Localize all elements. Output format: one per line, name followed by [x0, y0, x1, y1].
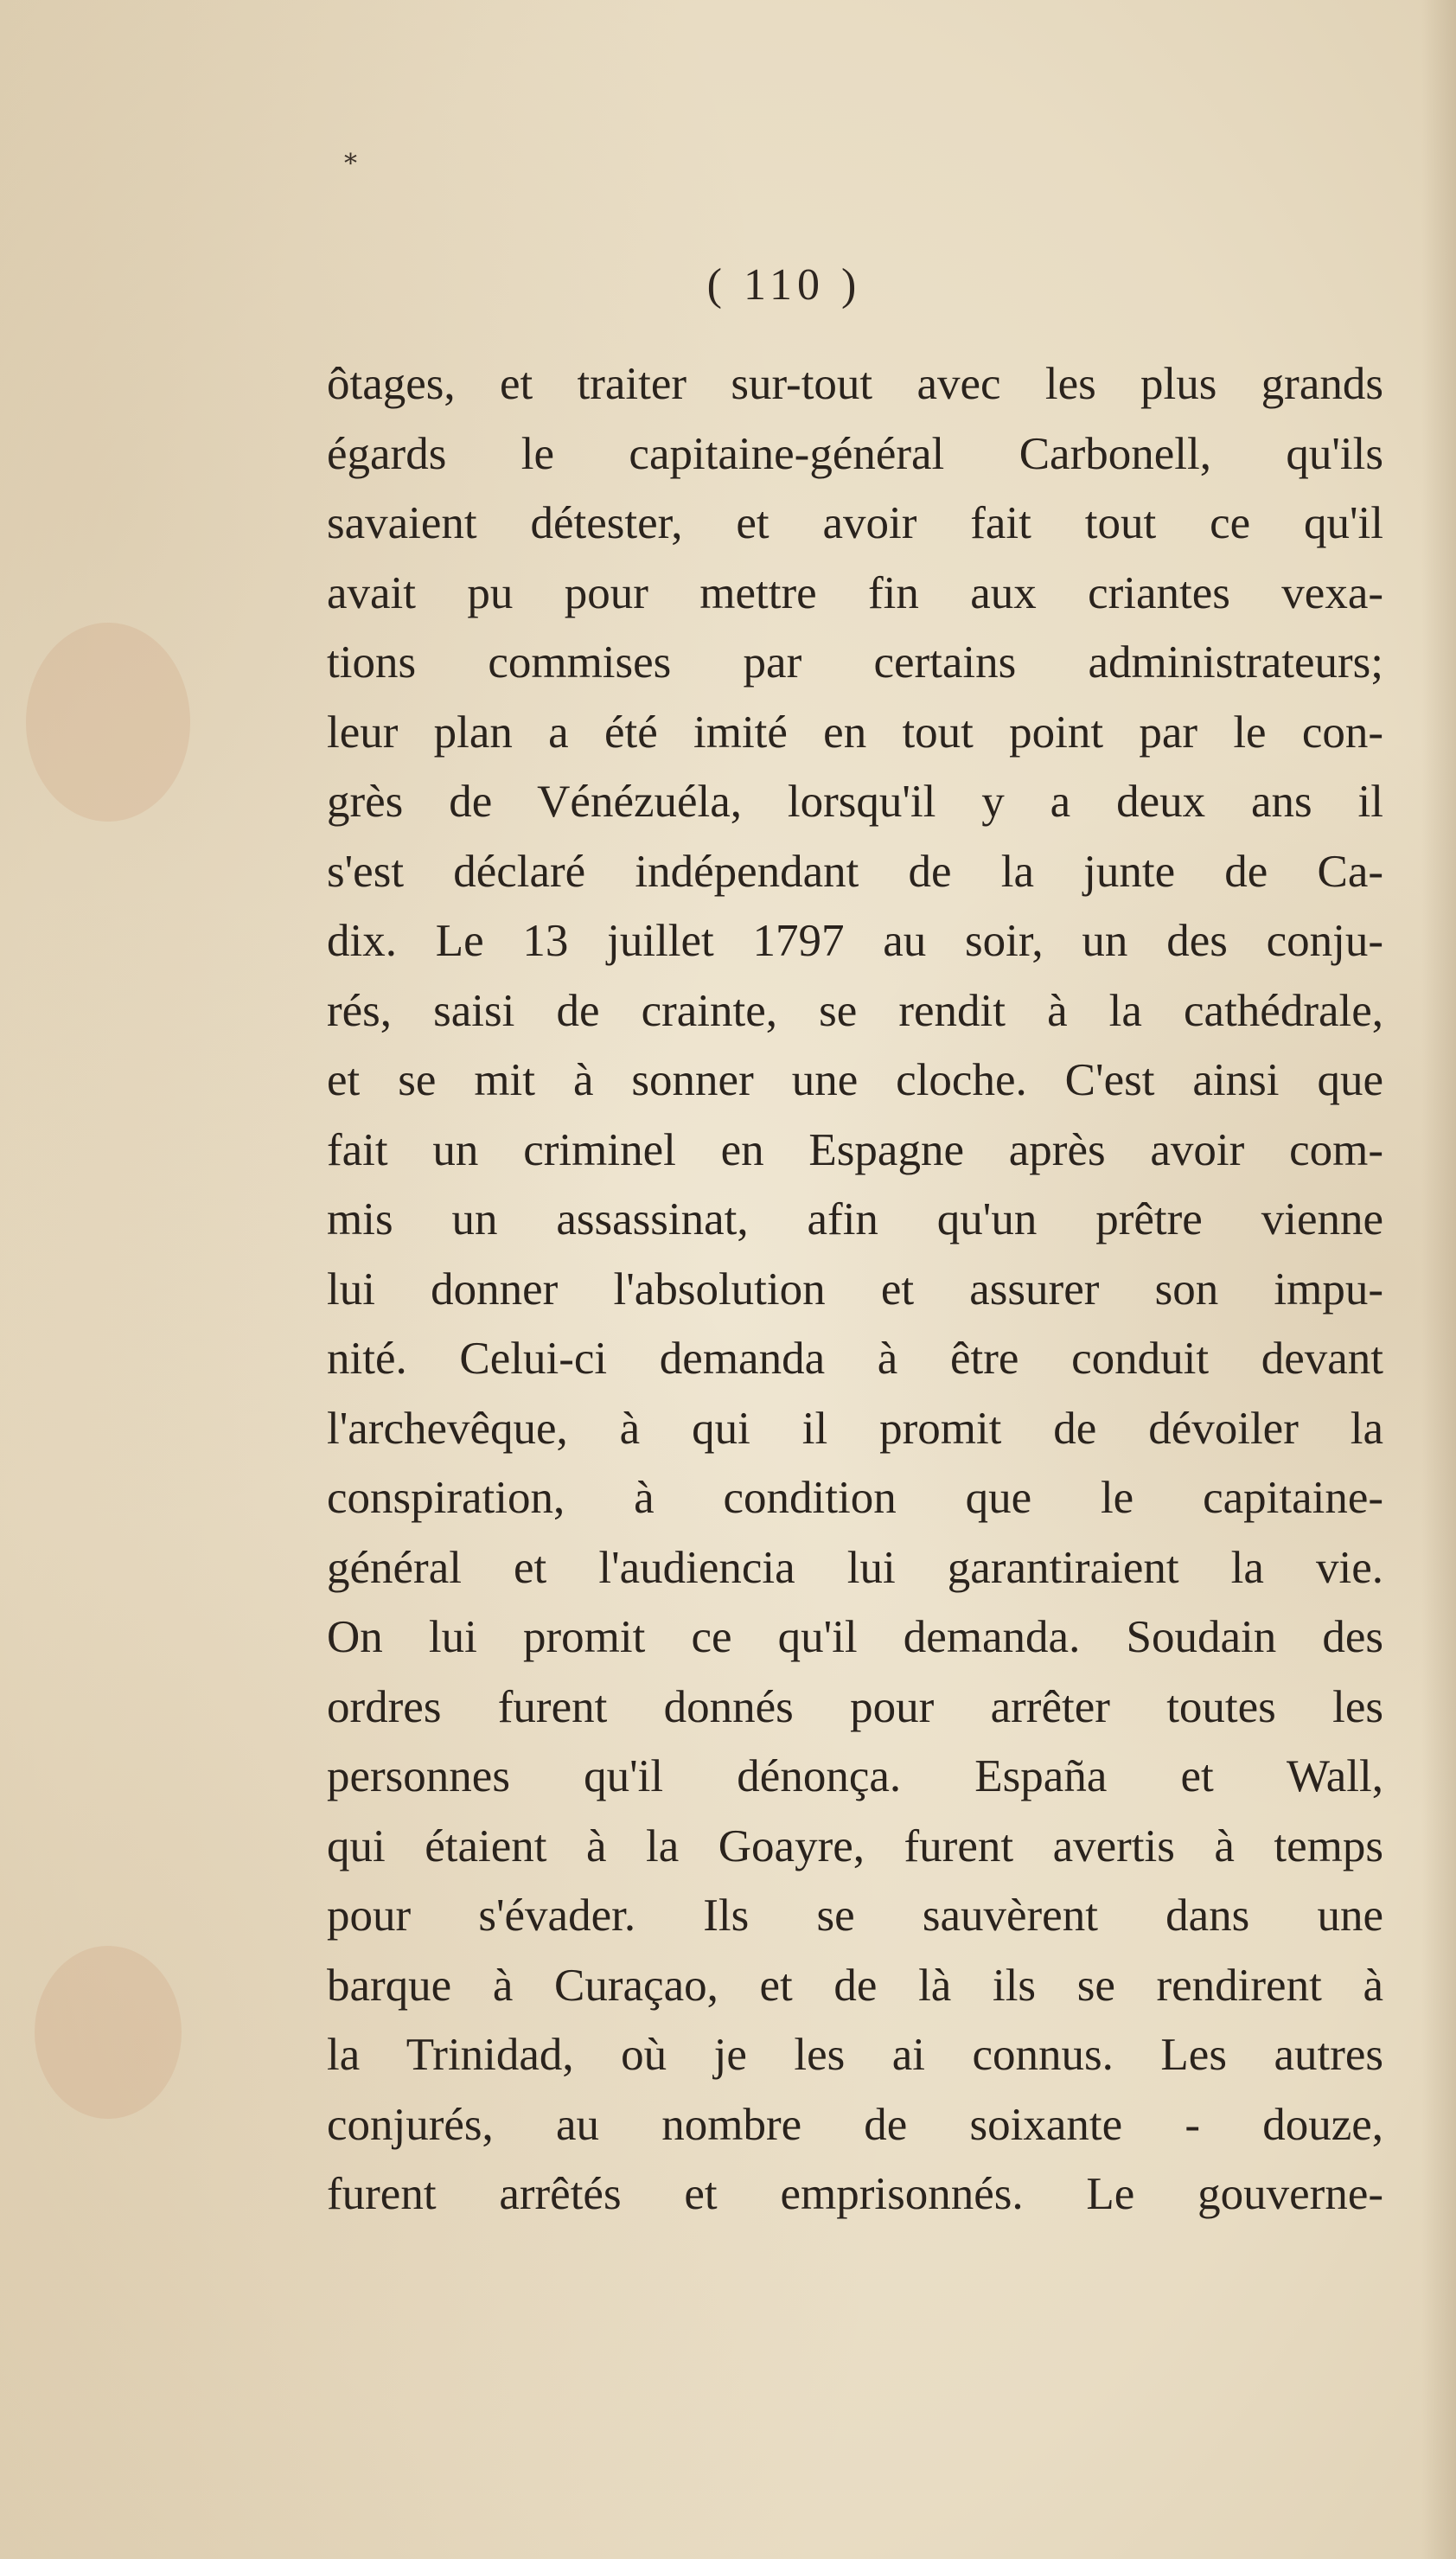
text-line: général et l'audiencia lui garantiraient la vie.: [327, 1542, 1383, 1593]
text-line: la Trinidad, où je les ai connus. Les autres: [327, 2030, 1383, 2080]
text-line: On lui promit ce qu'il demanda. Soudain des: [327, 1612, 1383, 1662]
text-line: conjurés, au nombre de soixante - douze,: [327, 2099, 1383, 2150]
text-line: égards le capitaine-général Carbonell, qu'ils: [327, 428, 1383, 479]
text-line: leur plan a été imité en tout point par le con-: [327, 707, 1383, 758]
foxing-stain: [26, 623, 190, 822]
text-line: s'est déclaré indépendant de la junte de Ca-: [327, 846, 1383, 897]
body-text: [327, 349, 1383, 2230]
text-line: personnes qu'il dénonça. España et Wall,: [327, 1751, 1383, 1801]
text-line: ôtages, et traiter sur-tout avec les plus grands: [327, 359, 1383, 409]
text-line: furent arrêtés et emprisonnés. Le gouverne-: [327, 2169, 1383, 2219]
text-line: pour s'évader. Ils se sauvèrent dans une: [327, 1890, 1383, 1941]
text-line: avait pu pour mettre fin aux criantes vexa-: [327, 567, 1383, 618]
text-line: lui donner l'absolution et assurer son impu-: [327, 1264, 1383, 1315]
text-line: dix. Le 13 juillet 1797 au soir, un des conju-: [327, 916, 1383, 966]
text-line: l'archevêque, à qui il promit de dévoiler la: [327, 1403, 1383, 1454]
text-line: fait un criminel en Espagne après avoir com-: [327, 1124, 1383, 1175]
text-line: ordres furent donnés pour arrêter toutes les: [327, 1681, 1383, 1732]
text-line: conspiration, à condition que le capitaine-: [327, 1473, 1383, 1523]
text-line: et se mit à sonner une cloche. C'est ainsi que: [327, 1055, 1383, 1105]
text-line: nité. Celui-ci demanda à être conduit devant: [327, 1334, 1383, 1384]
page-number: ( 110 ): [706, 260, 862, 310]
text-line: tions commises par certains administrateurs;: [327, 637, 1383, 688]
text-line: qui étaient à la Goayre, furent avertis à temps: [327, 1820, 1383, 1871]
text-line: mis un assassinat, afin qu'un prêtre vienne: [327, 1194, 1383, 1244]
text-line: savaient détester, et avoir fait tout ce qu'il: [327, 498, 1383, 548]
text-line: barque à Curaçao, et de là ils se rendirent à: [327, 1960, 1383, 2011]
foxing-stain: [35, 1946, 182, 2119]
text-line: grès de Vénézuéla, lorsqu'il y a deux ans il: [327, 777, 1383, 827]
printer-mark: *: [344, 149, 357, 179]
text-line: rés, saisi de crainte, se rendit à la cathédrale,: [327, 985, 1383, 1036]
